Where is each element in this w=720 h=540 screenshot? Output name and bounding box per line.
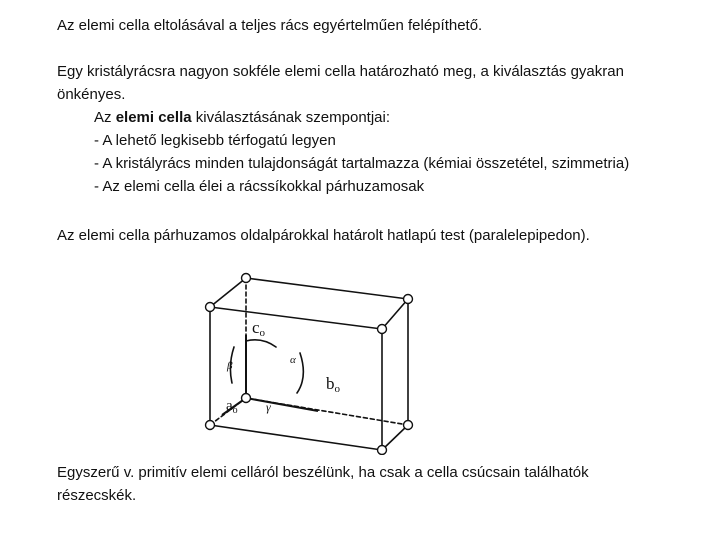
alpha-arc-right <box>297 353 303 393</box>
cell-edge <box>246 278 408 299</box>
criteria-heading-suffix: kiválasztásának szempontjai: <box>191 109 391 126</box>
lattice-point <box>206 303 215 312</box>
lattice-point-origin <box>242 394 251 403</box>
cell-edge <box>382 299 408 329</box>
cell-edge <box>382 425 408 450</box>
criteria-item-2: - A kristályrács minden tulajdonságát tartalmazza (kémiai összetétel, szimmetria) <box>94 155 630 172</box>
criteria-item-3: - Az elemi cella élei a rácssíkokkal párhuzamosak <box>94 178 425 195</box>
cell-edge <box>210 278 246 307</box>
intro-paragraph: Az elemi cella eltolásával a teljes rács egyértelműen felépíthető. <box>57 17 483 34</box>
label-gamma: γ <box>266 400 271 414</box>
unit-cell-diagram <box>200 265 430 455</box>
cell-edge <box>210 425 382 450</box>
criteria-heading <box>94 106 390 129</box>
label-a: $a_o$ <box>226 398 238 416</box>
lattice-point <box>206 421 215 430</box>
cell-edge <box>210 307 382 329</box>
label-c: co <box>252 318 266 339</box>
criteria-item-1: - A lehető legkisebb térfogatú legyen <box>94 132 336 149</box>
label-alpha: α <box>290 354 296 366</box>
choice-paragraph-line2: önkényes. <box>57 86 126 103</box>
label-b: bo <box>326 374 340 395</box>
criteria-heading-prefix: Az <box>94 109 116 126</box>
lattice-point <box>378 325 387 334</box>
lattice-point <box>404 295 413 304</box>
choice-paragraph-line1: Egy kristályrácsra nagyon sokféle elemi cella határozható meg, a kiválasztás gyakran <box>57 63 624 80</box>
lattice-point <box>378 446 387 455</box>
definition-paragraph: Az elemi cella párhuzamos oldalpárokkal határolt hatlapú test (paralelepipedon). <box>57 227 590 244</box>
lattice-point <box>242 274 251 283</box>
primitive-paragraph-line1: Egyszerű v. primitív elemi celláról beszélünk, ha csak a cella csúcsain találhatók <box>57 464 589 481</box>
lattice-point <box>404 421 413 430</box>
primitive-paragraph-line2: részecskék. <box>57 487 137 504</box>
label-beta: β <box>227 360 233 372</box>
vector-b <box>246 398 318 411</box>
alpha-arc <box>246 340 276 347</box>
criteria-heading-bold: elemi cella <box>115 109 192 126</box>
